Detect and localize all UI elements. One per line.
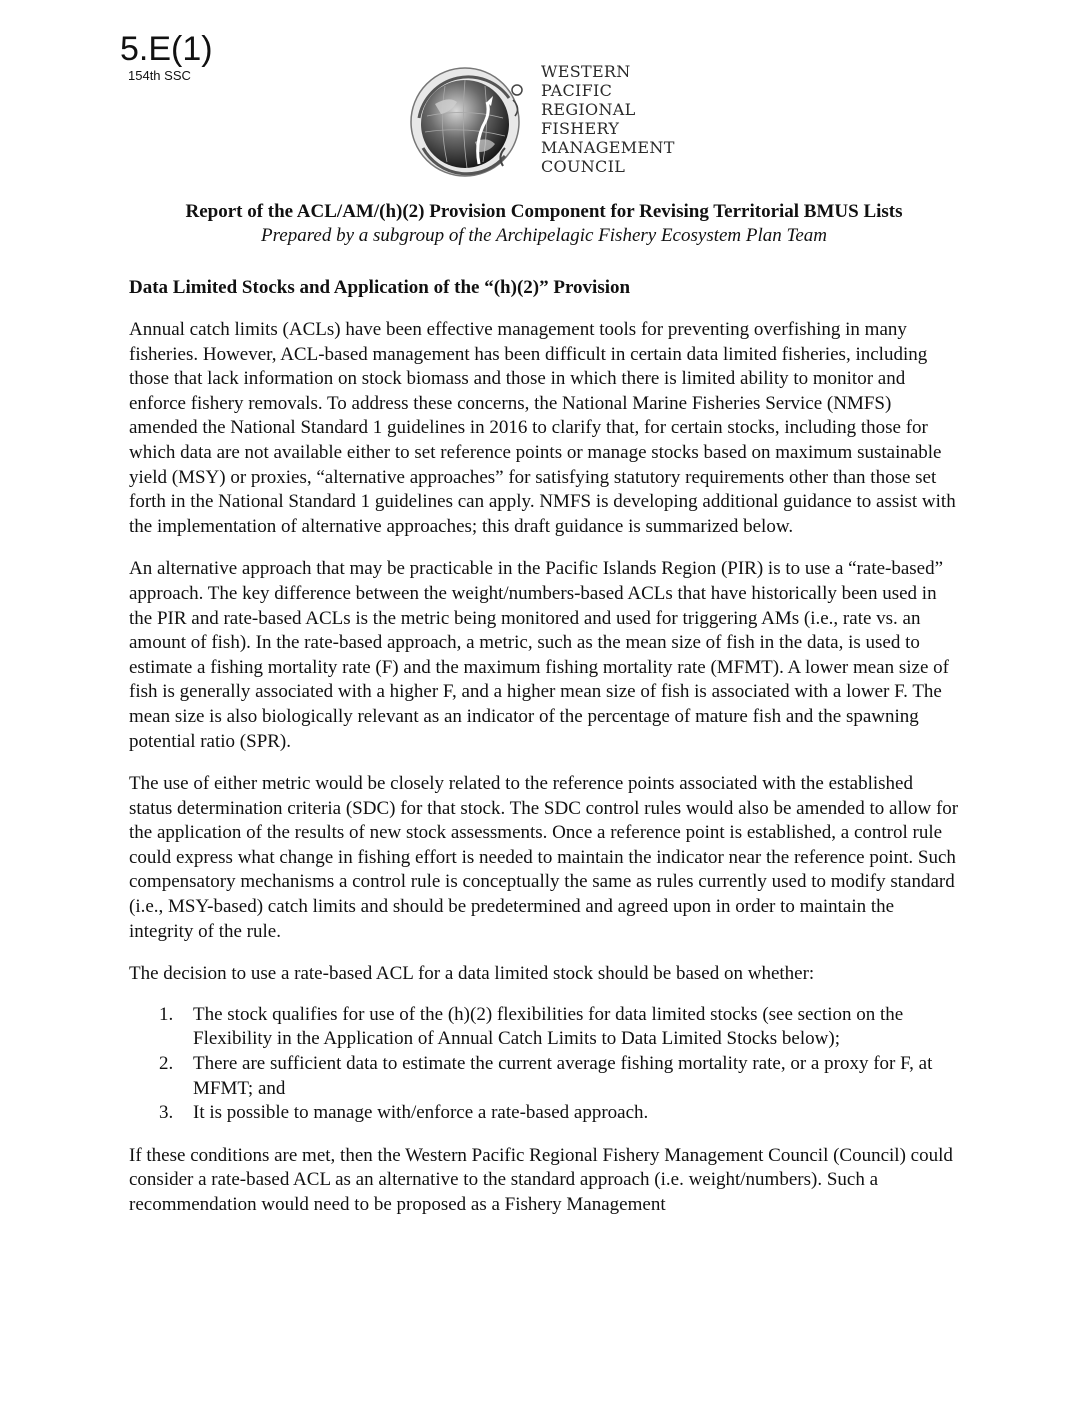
list-item-text: There are sufficient data to estimate the current average fishing mortality rate, or a proxy for F, at MFMT; and	[193, 1053, 933, 1099]
report-title: Report of the ACL/AM/(h)(2) Provision Component for Revising Territorial BMUS Lists	[185, 201, 903, 222]
report-subtitle: Prepared by a subgroup of the Archipelagic Fishery Ecosystem Plan Team	[260, 225, 828, 246]
agenda-label	[120, 30, 213, 83]
council-name	[541, 62, 675, 176]
paragraph: Annual catch limits (ACLs) have been effective management tools for preventing overfishing in many fisheries. However, ACL-based management has been difficult in certain data limited fisheries, including those that lack information on stock biomass and those in which there is limited ability to monitor and enforce fishery removals. To address these concerns, the National Marine Fisheries Service (NMFS) amended the National Standard 1 guidelines in 2016 to clarify that, for certain stocks, including those for which data are not available either to set reference points or manage stocks based on maximum sustainable yield (MSY) or proxies, “alternative approaches” for satisfying statutory requirements other than those set forth in the National Standard 1 guidelines can apply. NMFS is developing additional guidance to assist with the implementation of alternative approaches; this draft guidance is summarized below.	[129, 319, 956, 537]
closing-paragraph: If these conditions are met, then the Western Pacific Regional Fishery Management Council (Council) could consider a rate-based ACL as an alternative to the standard approach (i.e. weight/numbers). Such a recommendation would need to be proposed as a Fishery Management	[129, 1144, 953, 1215]
paragraph: The decision to use a rate-based ACL for a data limited stock should be based on whether:	[129, 963, 815, 985]
criteria-list	[129, 1003, 959, 1126]
list-item-number: 3.	[159, 1102, 174, 1124]
globe-emblem-icon	[405, 56, 533, 184]
list-item-text: It is possible to manage with/enforce a rate-based approach.	[193, 1102, 649, 1124]
list-item-number: 2.	[159, 1053, 174, 1075]
council-logo	[405, 56, 705, 184]
logo-line: REGIONAL	[541, 100, 636, 119]
list-item	[129, 1052, 959, 1101]
report-body	[129, 200, 959, 1218]
logo-line: WESTERN	[541, 62, 631, 81]
paragraph: An alternative approach that may be practicable in the Pacific Islands Region (PIR) is to use a “rate-based” approach. The key difference between the weight/numbers-based ACLs that have historically been used in the PIR and rate-based ACLs is the metric being monitored and used for triggering AMs (i.e., rate vs. an amount of fish). In the rate-based approach, a metric, such as the mean size of fish in the data, is used to estimate a fishing mortality rate (F) and the maximum fishing mortality rate (MFMT). A lower mean size of fish is generally associated with a higher F, and a higher mean size of fish is associated with a lower F. The mean size is also biologically relevant as an indicator of the percentage of mature fish and the spawning potential ratio (SPR).	[129, 558, 949, 752]
list-item	[129, 1101, 959, 1126]
paragraph: The use of either metric would be closely related to the reference points associated with the established status determination criteria (SDC) for that stock. The SDC control rules would also be amended to allow for the application of the results of new stock assessments. Once a reference point is established, a control rule could express what change in fishing effort is needed to maintain the indicator near the reference point. Such compensatory mechanisms a control rule is conceptually the same as rules currently used to modify standard (i.e., MSY-based) catch limits and should be predetermined and agreed upon in order to maintain the integrity of the rule.	[129, 773, 959, 942]
meeting-label: 154th SSC	[128, 68, 191, 83]
list-item	[129, 1003, 959, 1052]
agenda-number: 5.E(1)	[120, 30, 213, 68]
list-item-number: 1.	[159, 1003, 174, 1025]
logo-line: FISHERY	[541, 119, 620, 138]
section-heading: Data Limited Stocks and Application of the “(h)(2)” Provision	[129, 277, 631, 298]
list-item-text: The stock qualifies for use of the (h)(2) flexibilities for data limited stocks (see section on the Flexibility in the Application of Annual Catch Limits to Data Limited Stocks below);	[193, 1003, 904, 1050]
logo-line: COUNCIL	[541, 157, 626, 176]
logo-line: PACIFIC	[541, 81, 613, 100]
logo-line: MANAGEMENT	[541, 138, 675, 157]
